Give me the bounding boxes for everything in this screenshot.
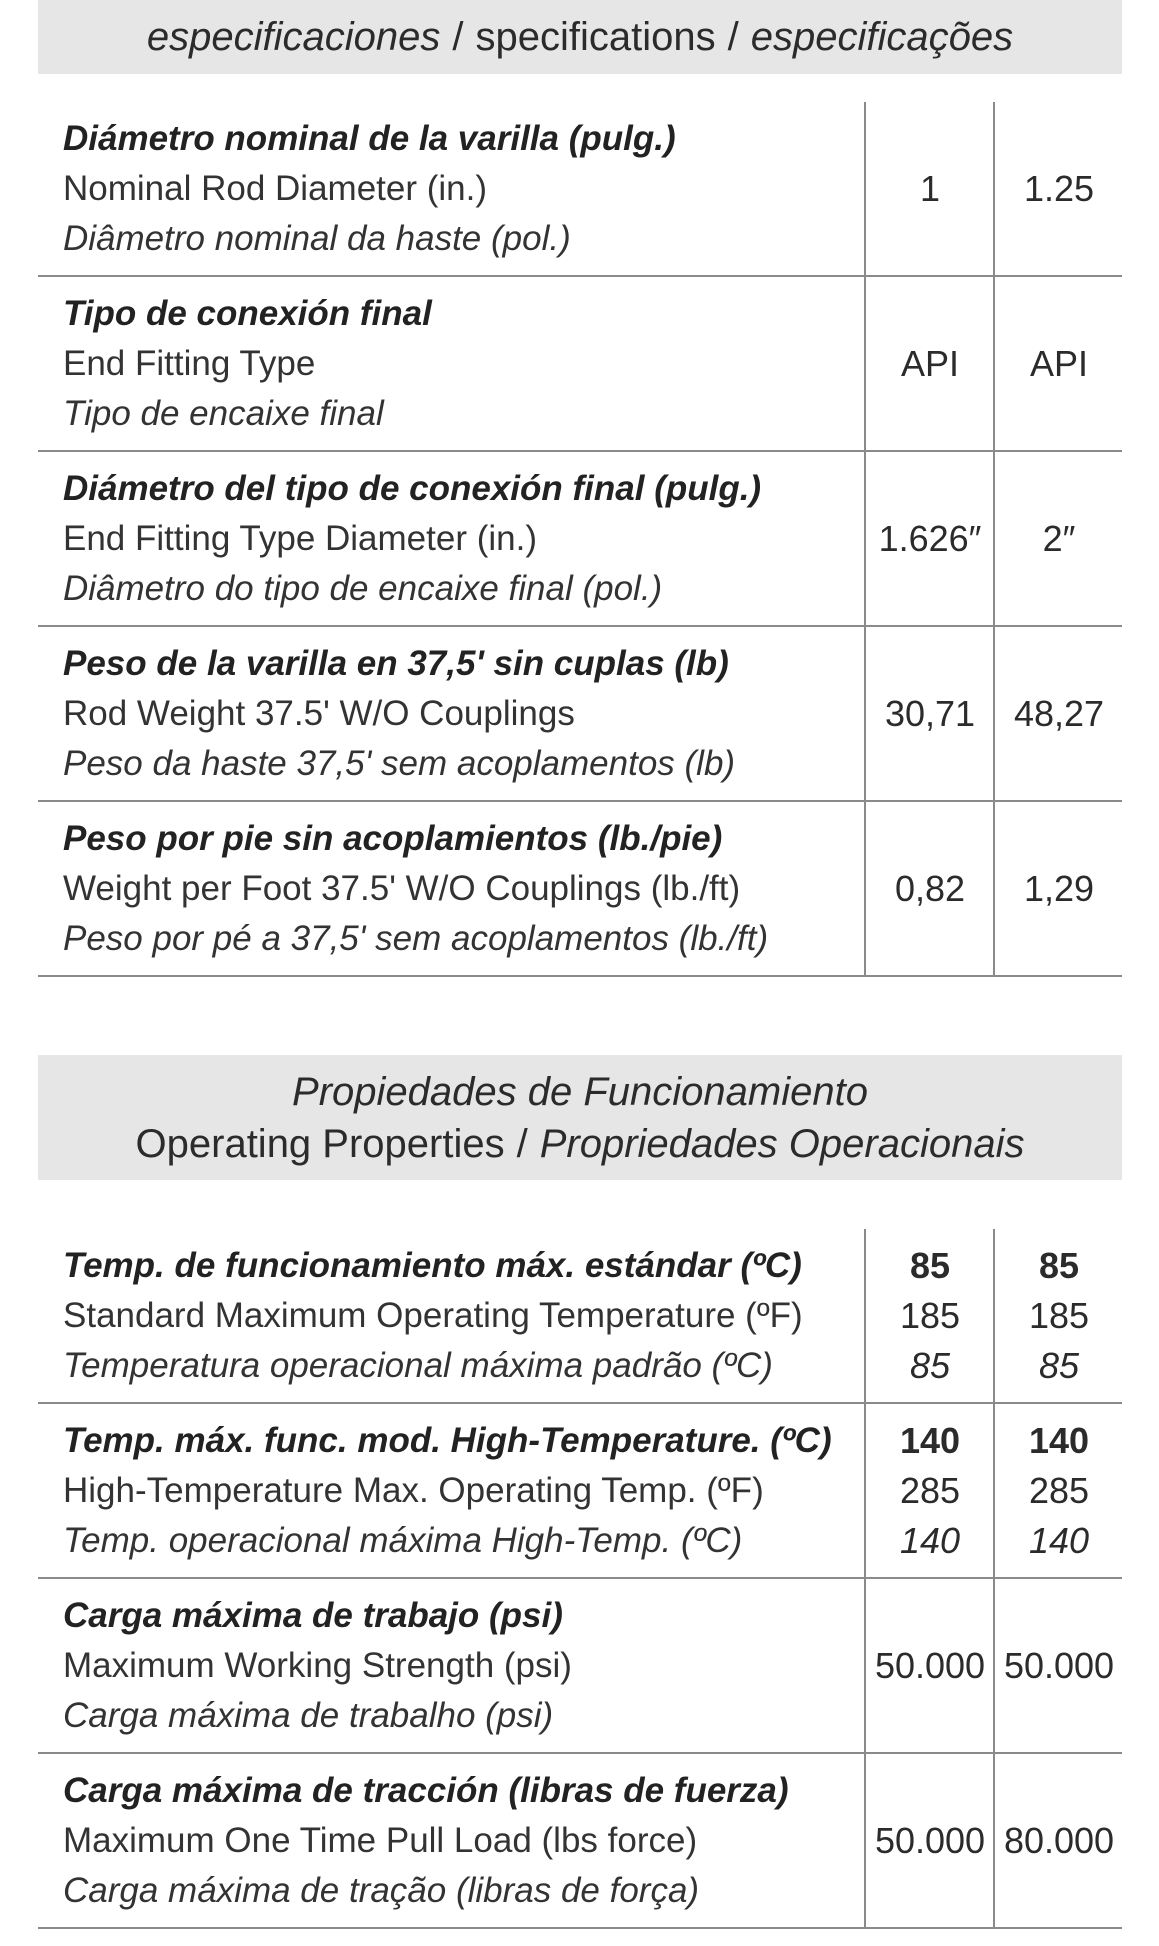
label-pt: Tipo de encaixe final xyxy=(63,393,384,433)
value-celsius: 85 xyxy=(1038,1244,1080,1286)
value-col-2 xyxy=(993,627,1123,800)
value: 50.000 xyxy=(874,1644,986,1686)
row-labels xyxy=(63,1404,832,1577)
value-col-2 xyxy=(993,452,1123,625)
value: 48,27 xyxy=(1013,692,1105,734)
value-celsius: 140 xyxy=(899,1419,961,1461)
header-es: Propiedades de Funcionamiento xyxy=(292,1069,868,1114)
op-row-max-pull-load xyxy=(38,1754,1122,1929)
value: 1 xyxy=(919,167,941,209)
value-col-1 xyxy=(864,802,994,975)
value-fahrenheit: 185 xyxy=(899,1294,961,1336)
specifications-table xyxy=(38,102,1122,977)
value-celsius-pt: 85 xyxy=(909,1344,951,1386)
row-labels xyxy=(63,1754,789,1927)
header-en: specifications xyxy=(475,14,716,59)
label-es: Carga máxima de trabajo (psi) xyxy=(63,1595,563,1635)
header-pt: especificações xyxy=(750,14,1014,59)
value: 30,71 xyxy=(884,692,976,734)
label-en: High-Temperature Max. Operating Temp. (ºF) xyxy=(63,1470,764,1510)
header-separator: / xyxy=(727,14,739,59)
label-pt: Temp. operacional máxima High-Temp. (ºC) xyxy=(63,1520,743,1560)
value: API xyxy=(900,342,960,384)
header-es: especificaciones xyxy=(146,14,441,59)
row-labels xyxy=(63,277,432,450)
value-col-1 xyxy=(864,1404,994,1577)
label-es: Diámetro del tipo de conexión final (pulg.) xyxy=(63,468,762,508)
row-labels xyxy=(63,1579,572,1752)
spec-row-weight-per-foot xyxy=(38,802,1122,977)
label-en: End Fitting Type xyxy=(63,343,316,383)
value-col-2 xyxy=(993,1754,1123,1927)
value-fahrenheit: 185 xyxy=(1028,1294,1090,1336)
value-celsius-pt: 140 xyxy=(1028,1519,1090,1561)
value-celsius: 85 xyxy=(909,1244,951,1286)
value-col-1 xyxy=(864,102,994,275)
value-col-2 xyxy=(993,102,1123,275)
op-row-max-working-strength xyxy=(38,1579,1122,1754)
value-col-1 xyxy=(864,452,994,625)
value-col-2 xyxy=(993,1229,1123,1402)
value-col-1 xyxy=(864,1754,994,1927)
header-separator: / xyxy=(516,1121,528,1166)
value: 2″ xyxy=(1042,517,1076,559)
value: 1.25 xyxy=(1023,167,1095,209)
label-en: End Fitting Type Diameter (in.) xyxy=(63,518,537,558)
row-labels xyxy=(63,102,676,275)
value-celsius: 140 xyxy=(1028,1419,1090,1461)
value: 0,82 xyxy=(894,867,966,909)
value: 80.000 xyxy=(1003,1819,1115,1861)
label-pt: Diâmetro do tipo de encaixe final (pol.) xyxy=(63,568,663,608)
value-col-1 xyxy=(864,1579,994,1752)
operating-properties-table xyxy=(38,1229,1122,1929)
value: API xyxy=(1029,342,1089,384)
row-labels xyxy=(63,452,761,625)
label-en: Maximum One Time Pull Load (lbs force) xyxy=(63,1820,698,1860)
header-pt: Propriedades Operacionais xyxy=(539,1121,1025,1166)
value-fahrenheit: 285 xyxy=(899,1469,961,1511)
label-es: Temp. de funcionamiento máx. estándar (ºC) xyxy=(63,1245,802,1285)
label-pt: Peso da haste 37,5' sem acoplamentos (lb) xyxy=(63,743,736,783)
label-en: Weight per Foot 37.5' W/O Couplings (lb./ft) xyxy=(63,868,741,908)
value-col-1 xyxy=(864,277,994,450)
label-es: Peso por pie sin acoplamientos (lb./pie) xyxy=(63,818,723,858)
label-en: Nominal Rod Diameter (in.) xyxy=(63,168,488,208)
value-col-1 xyxy=(864,1229,994,1402)
label-pt: Carga máxima de trabalho (psi) xyxy=(63,1695,554,1735)
label-pt: Peso por pé a 37,5' sem acoplamentos (lb./ft) xyxy=(63,918,769,958)
label-en: Standard Maximum Operating Temperature (ºF) xyxy=(63,1295,803,1335)
value-col-2 xyxy=(993,1404,1123,1577)
value-col-2 xyxy=(993,802,1123,975)
value: 1,29 xyxy=(1023,867,1095,909)
op-row-standard-temp xyxy=(38,1229,1122,1404)
row-labels xyxy=(63,802,768,975)
spec-row-rod-weight xyxy=(38,627,1122,802)
op-row-high-temp xyxy=(38,1404,1122,1579)
header-en-pt xyxy=(136,1118,1025,1170)
spec-row-nominal-diameter xyxy=(38,102,1122,277)
label-en: Rod Weight 37.5' W/O Couplings xyxy=(63,693,575,733)
specifications-header xyxy=(38,0,1122,74)
value: 1.626″ xyxy=(878,517,982,559)
label-pt: Diâmetro nominal da haste (pol.) xyxy=(63,218,571,258)
label-pt: Temperatura operacional máxima padrão (ºC) xyxy=(63,1345,773,1385)
label-es: Carga máxima de tracción (libras de fuerza) xyxy=(63,1770,789,1810)
value-celsius-pt: 140 xyxy=(899,1519,961,1561)
value-celsius-pt: 85 xyxy=(1038,1344,1080,1386)
spec-row-end-fitting-type xyxy=(38,277,1122,452)
value-col-1 xyxy=(864,627,994,800)
label-es: Temp. máx. func. mod. High-Temperature. (ºC) xyxy=(63,1420,832,1460)
value: 50.000 xyxy=(874,1819,986,1861)
value-col-2 xyxy=(993,1579,1123,1752)
label-es: Tipo de conexión final xyxy=(63,293,432,333)
header-separator: / xyxy=(452,14,464,59)
row-labels xyxy=(63,1229,803,1402)
label-en: Maximum Working Strength (psi) xyxy=(63,1645,572,1685)
label-pt: Carga máxima de tração (libras de força) xyxy=(63,1870,700,1910)
label-es: Diámetro nominal de la varilla (pulg.) xyxy=(63,118,676,158)
value: 50.000 xyxy=(1003,1644,1115,1686)
spec-row-end-fitting-diameter xyxy=(38,452,1122,627)
header-en: Operating Properties xyxy=(135,1121,505,1166)
row-labels xyxy=(63,627,735,800)
value-fahrenheit: 285 xyxy=(1028,1469,1090,1511)
operating-properties-header xyxy=(38,1055,1122,1180)
value-col-2 xyxy=(993,277,1123,450)
label-es: Peso de la varilla en 37,5' sin cuplas (lb) xyxy=(63,643,729,683)
